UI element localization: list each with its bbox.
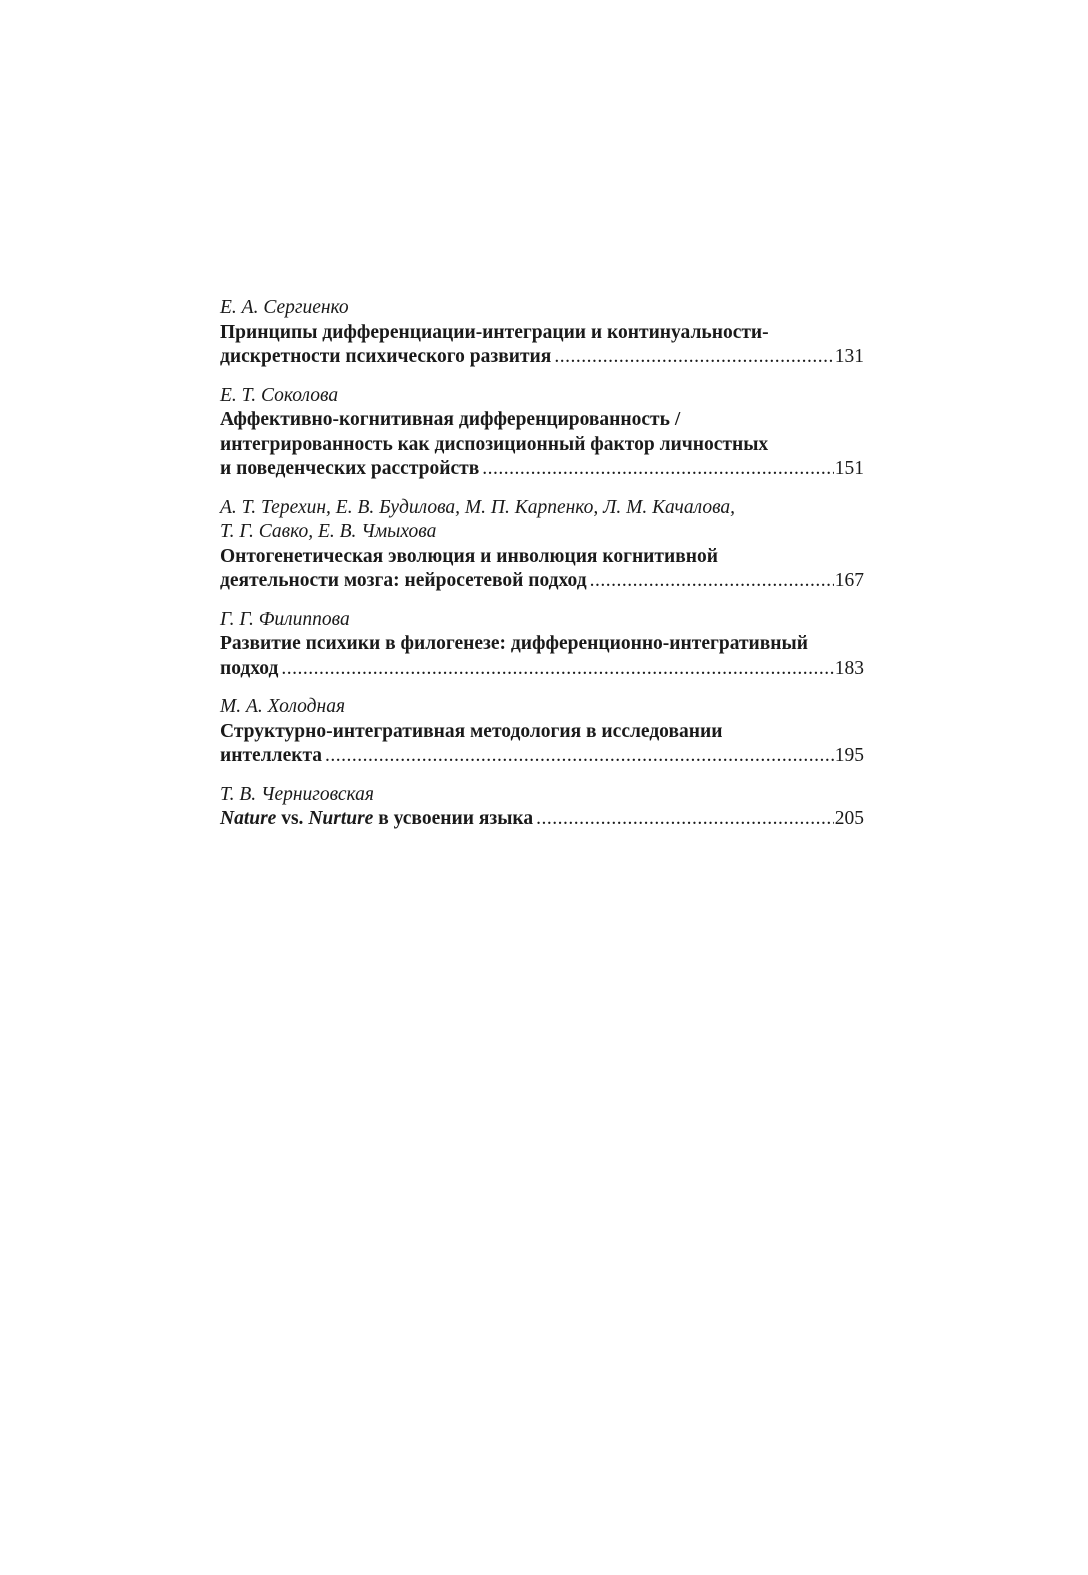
toc-title-last-line[interactable] — [220, 657, 864, 682]
toc-title-line: Структурно-интегративная методология в исследовании — [220, 720, 723, 742]
toc-author: А. Т. Терехин, Е. В. Будилова, М. П. Карпенко, Л. М. Качалова, — [220, 496, 736, 518]
dot-leader — [325, 744, 834, 769]
toc-title-line: Онтогенетическая эволюция и инволюция когнитивной — [220, 545, 718, 567]
toc-title-last-line[interactable] — [220, 457, 864, 482]
toc-title-line: Принципы дифференциации-интеграции и континуальности- — [220, 321, 769, 343]
toc-page-number: 183 — [834, 657, 864, 679]
toc-page-number: 167 — [834, 570, 864, 591]
toc-title-last-line[interactable] — [220, 744, 864, 769]
dot-leader — [482, 457, 833, 482]
toc-page-number: 151 — [834, 458, 864, 479]
table-of-contents — [220, 296, 864, 846]
toc-author: М. А. Холодная — [220, 696, 346, 717]
toc-title-line: Аффективно-когнитивная дифференцированность / — [220, 409, 681, 430]
toc-title-end: и поведенческих расстройств — [220, 458, 480, 479]
dot-leader — [536, 807, 834, 832]
toc-title-last-line[interactable] — [220, 569, 864, 594]
dot-leader — [554, 345, 833, 370]
toc-title-line: интегрированность как диспозиционный фактор личностных — [220, 433, 769, 455]
toc-entry — [220, 296, 864, 370]
toc-title-last-line[interactable] — [220, 345, 864, 370]
toc-entry — [220, 384, 864, 482]
toc-author: Г. Г. Филиппова — [220, 608, 350, 630]
toc-entry — [220, 783, 864, 832]
toc-author: Т. Г. Савко, Е. В. Чмыхова — [220, 521, 437, 542]
dot-leader — [590, 569, 834, 594]
toc-entry — [220, 608, 864, 682]
toc-title-part-italic: Nature — [220, 808, 277, 829]
toc-title-end: интеллекта — [220, 745, 323, 766]
toc-title-part: vs. — [276, 808, 309, 829]
toc-title-end: подход — [220, 657, 279, 679]
toc-page-number: 195 — [834, 745, 864, 766]
toc-title-part: в усвоении языка — [373, 808, 534, 829]
toc-author: Т. В. Черниговская — [220, 783, 374, 805]
toc-page-number: 205 — [834, 808, 864, 829]
dot-leader — [281, 657, 833, 682]
toc-page-number: 131 — [834, 346, 864, 367]
toc-title-end — [220, 807, 533, 832]
toc-title-last-line[interactable] — [220, 807, 864, 832]
toc-title-end: деятельности мозга: нейросетевой подход — [220, 570, 587, 591]
toc-author: Е. Т. Соколова — [220, 384, 339, 406]
toc-entry — [220, 695, 864, 769]
toc-title-part-italic: Nurture — [308, 808, 374, 829]
toc-author: Е. А. Сергиенко — [220, 297, 349, 318]
toc-title-line: Развитие психики в филогенезе: дифференционно-интегративный — [220, 633, 808, 654]
toc-entry — [220, 496, 864, 594]
toc-title-end: дискретности психического развития — [220, 346, 552, 367]
